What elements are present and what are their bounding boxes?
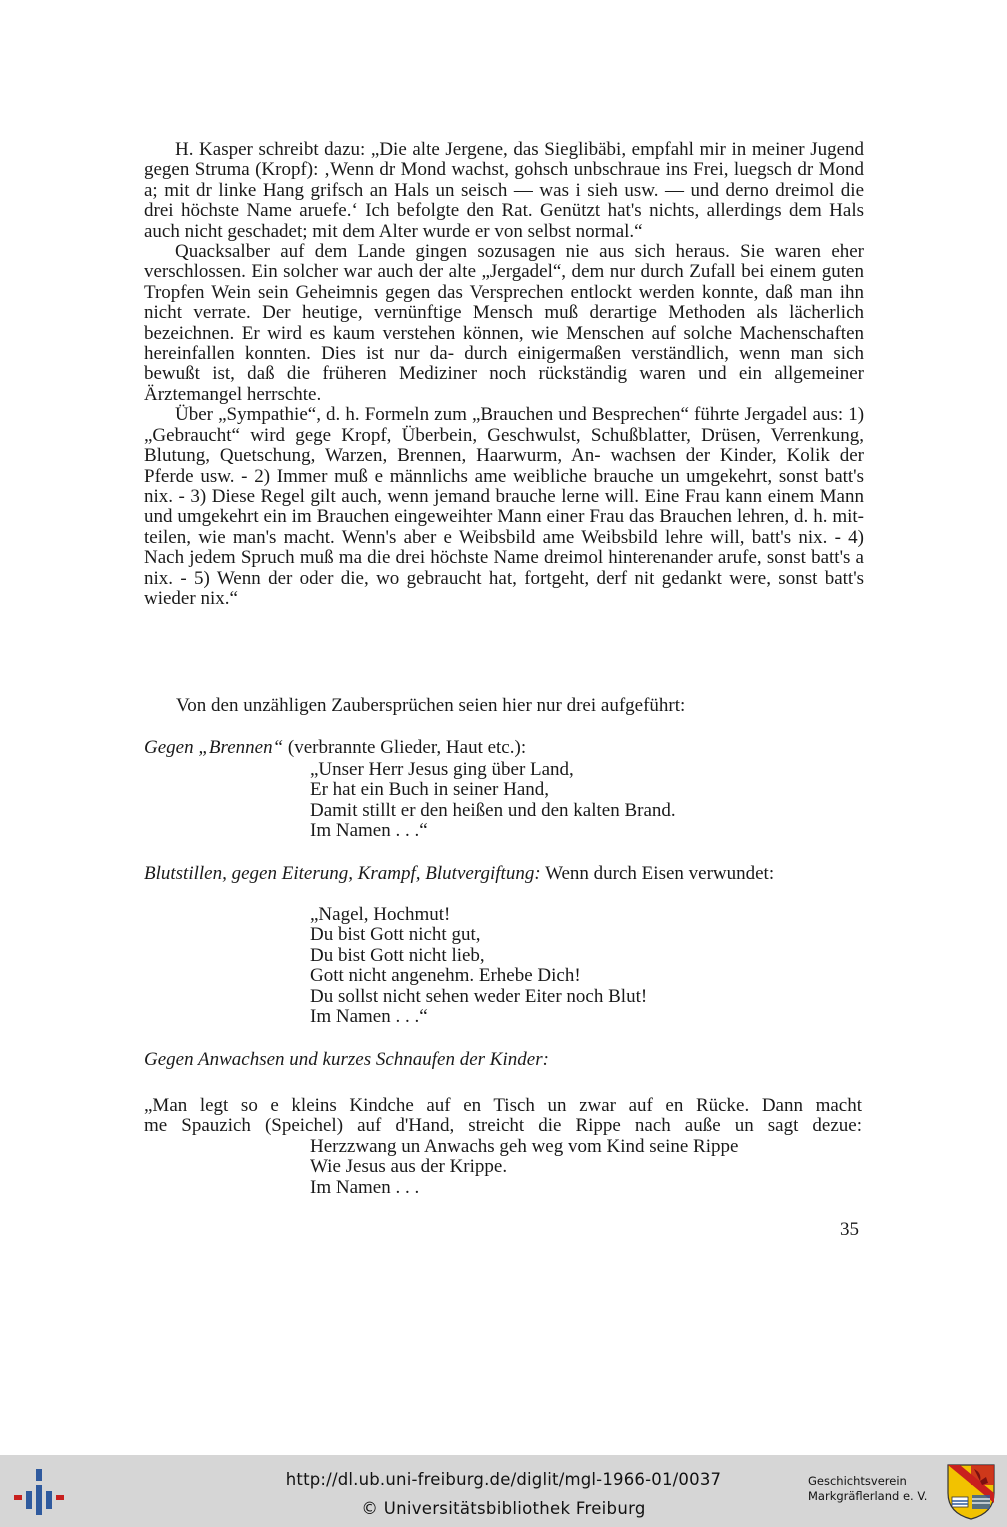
p1-line-1: H. Kasper schreibt dazu: „Die alte Jergene, das Sieglibäbi, empfahl mir in bbox=[175, 139, 747, 160]
spell-1-verse bbox=[310, 760, 676, 842]
spell-2-heading-italic: Blutstillen, gegen Eiterung, Krampf, Blutvergiftung: bbox=[144, 863, 541, 884]
spell-3-verse-line-1: Herzzwang un Anwachs geh weg vom Kind seine Rippe bbox=[310, 1136, 739, 1157]
spell-2-verse-line-2: Du bist Gott nicht gut, bbox=[310, 924, 481, 946]
spell-1-heading-italic: Gegen „Brennen“ bbox=[144, 737, 284, 758]
spell-2-verse-line-3: Du bist Gott nicht lieb, bbox=[310, 944, 485, 966]
spell-1-verse-line-3: Damit stillt er den heißen und den kalten Brand. bbox=[310, 799, 676, 821]
spell-1-verse-line-2: Er hat ein Buch in seiner Hand, bbox=[310, 779, 550, 801]
p1-line-4: was i sieh usw. — und derno dreimol die drei höchste Name aruefe.‘ Ich befolgte bbox=[144, 179, 865, 222]
p2-line-6: wie Menschen auf solche Machenschaften hereinfallen konnten. Dies ist nur da- bbox=[144, 322, 865, 365]
society-name bbox=[808, 1474, 938, 1504]
paragraph-1 bbox=[144, 140, 864, 242]
p1-line-5: den Rat. Genützt hat's nichts, allerdings dem Hals auch nicht geschadet; mit dem bbox=[144, 200, 864, 242]
paragraph-kasper bbox=[144, 140, 864, 609]
p3-line-1: Über „Sympathie“, d. h. Formeln zum „Brauchen und Besprechen“ führte bbox=[175, 404, 740, 426]
p1-line-6: Alter wurde er von selbst normal.“ bbox=[378, 220, 643, 242]
p2-line-4: werden konnte, daß man ihn nicht verrate. Der heutige, vernünftige Mensch muß bbox=[144, 281, 864, 324]
spells-intro: Von den unzähligen Zaubersprüchen seien hier nur drei aufgeführt: bbox=[176, 695, 686, 716]
p3-line-5: weibliche brauche un umgekehrt, sonst batt's nix. - 3) Diese Regel gilt auch, bbox=[144, 465, 865, 507]
spell-2-verse bbox=[310, 905, 647, 1027]
p2-line-8: Mediziner noch rückständig waren und ein allgemeiner Ärztemangel herrschte. bbox=[144, 363, 864, 405]
spell-2-verse-line-6: Im Namen . . .“ bbox=[310, 1006, 428, 1028]
p3-line-9: batt's nix. - 4) Nach jedem Spruch muß ma die drei höchste Name dreimol bbox=[144, 526, 865, 569]
p2-line-2: eher verschlossen. Ein solcher war auch der alte „Jergadel“, dem nur durch Zufall bbox=[144, 241, 865, 283]
p2-line-1: Quacksalber auf dem Lande gingen sozusagen nie aus sich heraus. Sie waren bbox=[175, 241, 822, 263]
footer-bar bbox=[0, 1455, 1007, 1527]
society-name-line-2: Markgräflerland e. V. bbox=[808, 1489, 928, 1503]
p2-line-3: bei einem guten Tropfen Wein sein Geheimnis gegen das Versprechen entlockt bbox=[144, 261, 864, 303]
p3-line-11: hat, fortgeht, derf nit gedankt were, sonst batt's wieder nix.“ bbox=[144, 567, 865, 609]
society-name-line-1: Geschichtsverein bbox=[808, 1474, 907, 1488]
p3-line-4: wachsen der Kinder, Kolik der Pferde usw. - 2) Immer muß e männlichs ame bbox=[144, 445, 865, 487]
spell-1-heading-rest: (verbrannte Glieder, Haut etc.): bbox=[283, 737, 527, 758]
spell-3-heading-italic: Gegen Anwachsen und kurzes Schnaufen der Kinder: bbox=[144, 1049, 549, 1070]
p3-line-7: ein im Brauchen eingeweihter Mann einer Frau das Brauchen lehren, d. h. mit- bbox=[263, 506, 864, 528]
spell-1-heading bbox=[144, 738, 526, 758]
spell-1-verse-line-4: Im Namen . . .“ bbox=[310, 820, 428, 842]
paragraph-2 bbox=[144, 242, 864, 405]
paragraph-3 bbox=[144, 405, 864, 609]
page-number: 35 bbox=[840, 1219, 859, 1240]
spell-2-heading-rest: Wenn durch Eisen verwundet: bbox=[540, 863, 775, 884]
spell-3-prose-line-2: me Spauzich (Speichel) auf d'Hand, streicht die Rippe nach auße un sagt dezue: bbox=[144, 1115, 862, 1137]
p2-line-7: durch einigermaßen verständlich, wenn man sich bewußt ist, daß die früheren bbox=[144, 343, 864, 385]
p3-line-10: hinterenander arufe, sonst batt's a nix. - 5) Wenn der oder die, wo gebraucht bbox=[144, 547, 864, 589]
spell-2-heading bbox=[144, 864, 774, 884]
spell-3-verse-line-3: Im Namen . . . bbox=[310, 1176, 420, 1198]
p1-line-3: ins Frei, luegsch dr Mond a; mit dr linke Hang grifsch an Hals un seisch — bbox=[144, 159, 865, 201]
spell-2-verse-line-4: Gott nicht angenehm. Erhebe Dich! bbox=[310, 965, 581, 987]
p1-line-2: meiner Jugend gegen Struma (Kropf): ‚Wenn dr Mond wachst, gohsch unbschraue bbox=[144, 139, 865, 181]
copyright-notice: © Universitätsbibliothek Freiburg bbox=[361, 1499, 646, 1518]
permalink-url[interactable]: http://dl.ub.uni-freiburg.de/diglit/mgl-1966-01/0037 bbox=[285, 1470, 722, 1489]
spell-2-verse-line-1: „Nagel, Hochmut! bbox=[310, 904, 451, 925]
p3-line-2: Jergadel aus: 1) „Gebraucht“ wird gege Kropf, Überbein, Geschwulst, Schußblatter, bbox=[144, 404, 865, 446]
coat-of-arms-icon[interactable] bbox=[946, 1463, 996, 1521]
spell-3-verse bbox=[310, 1137, 738, 1198]
p3-line-3: Drüsen, Verrenkung, Blutung, Quetschung, Warzen, Brennen, Haarwurm, An- bbox=[144, 424, 865, 467]
spell-3-prose-line-1: „Man legt so e kleins Kindche auf en Tisch un zwar auf en Rücke. Dann macht bbox=[144, 1095, 862, 1116]
spell-2-verse-line-5: Du sollst nicht sehen weder Eiter noch Blut! bbox=[310, 985, 648, 1007]
p3-line-8: teilen, wie man's macht. Wenn's aber e Weibsbild ame Weibsbild lehre will, bbox=[144, 526, 745, 548]
spell-1-verse-line-1: „Unser Herr Jesus ging über Land, bbox=[310, 759, 574, 780]
spell-3-prose bbox=[144, 1096, 862, 1137]
spell-3-verse-line-2: Wie Jesus aus der Krippe. bbox=[310, 1156, 508, 1178]
p3-line-6: wenn jemand brauche lerne will. Eine Frau kann einem Mann und umgekehrt bbox=[144, 485, 864, 528]
spell-3-heading bbox=[144, 1050, 549, 1070]
p2-line-5: derartige Methoden als lächerlich bezeichnen. Er wird es kaum verstehen können, bbox=[144, 302, 865, 344]
